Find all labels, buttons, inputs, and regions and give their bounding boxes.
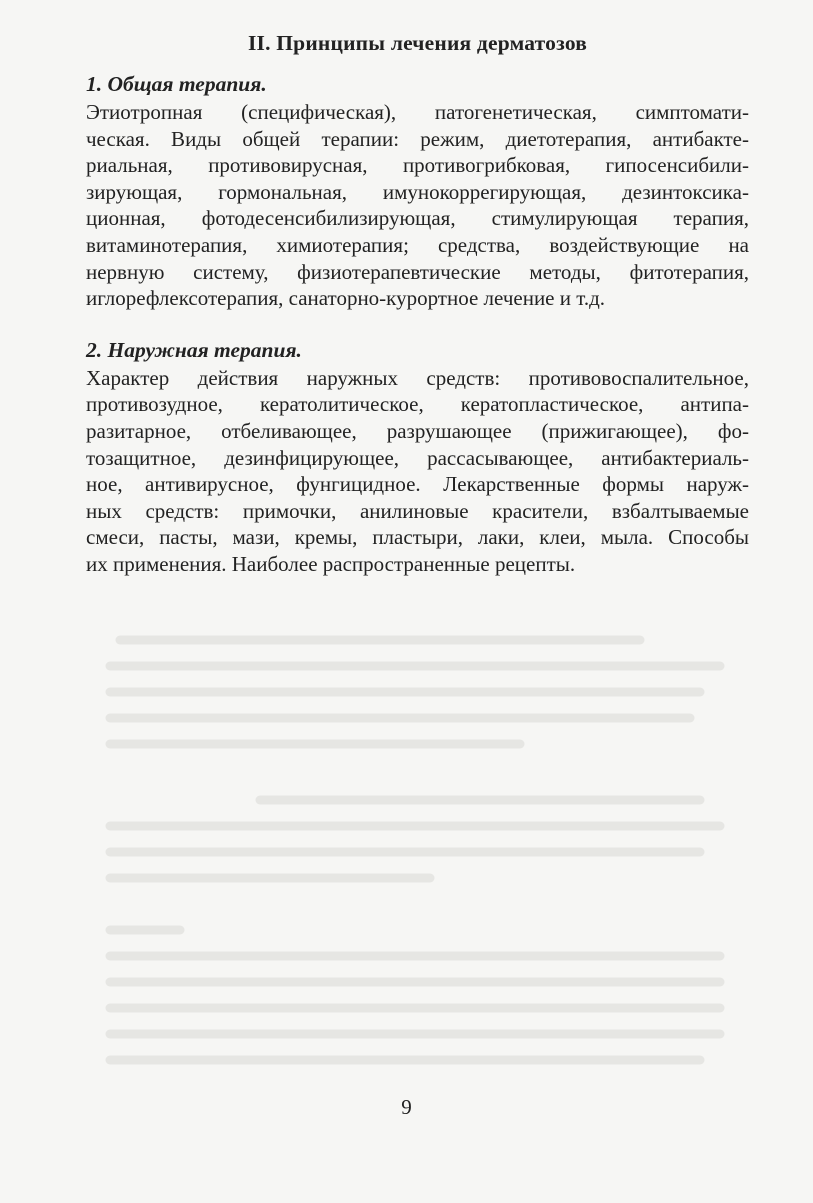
subsection-heading-general-therapy: 1. Общая терапия.: [86, 72, 267, 96]
text-line: тозащитное, дезинфицирующее, рассасывающее, антибактериаль-: [86, 445, 749, 470]
text-line: ных средств: примочки, анилиновые красители, взбалтываемые: [86, 498, 749, 523]
text-line: риальная, противовирусная, противогрибковая, гипосенсибили-: [86, 153, 749, 178]
text-line: Этиотропная (специфическая), патогенетическая, симптомати-: [86, 100, 749, 124]
text-line: разитарное, отбеливающее, разрушающее (прижигающее), фо-: [86, 418, 749, 443]
text-line: смеси, пасты, мази, кремы, пластыри, лаки, клеи, мыла. Способы: [86, 525, 749, 550]
text-line: иглорефлексотерапия, санаторно-курортное лечение и т.д.: [86, 286, 606, 311]
subsection-heading-external-therapy: 2. Наружная терапия.: [86, 337, 302, 362]
section-title: II. Принципы лечения дерматозов: [247, 31, 588, 55]
general-therapy-text: [86, 99, 749, 312]
text-line: ческая. Виды общей терапии: режим, диетотерапия, антибакте-: [86, 126, 749, 151]
page-number: 9: [401, 1095, 412, 1119]
text-line: витаминотерапия, химиотерапия; средства, воздействующие на: [86, 232, 749, 257]
text-line: ное, антивирусное, фунгицидное. Лекарственные формы наруж-: [86, 472, 749, 497]
text-line: Характер действия наружных средств: противовоспалительное,: [86, 365, 749, 390]
text-line: их применения. Наиболее распространенные рецепты.: [86, 551, 576, 576]
text-line: противозудное, кератолитическое, кератопластическое, антипа-: [86, 392, 749, 417]
text-line: нервную систему, физиотерапевтические методы, фитотерапия,: [86, 259, 749, 284]
text-line: зирующая, гормональная, имунокоррегирующая, дезинтоксика-: [86, 179, 749, 204]
text-line: ционная, фотодесенсибилизирующая, стимулирующая терапия,: [86, 206, 749, 231]
external-therapy-text: [86, 365, 749, 578]
